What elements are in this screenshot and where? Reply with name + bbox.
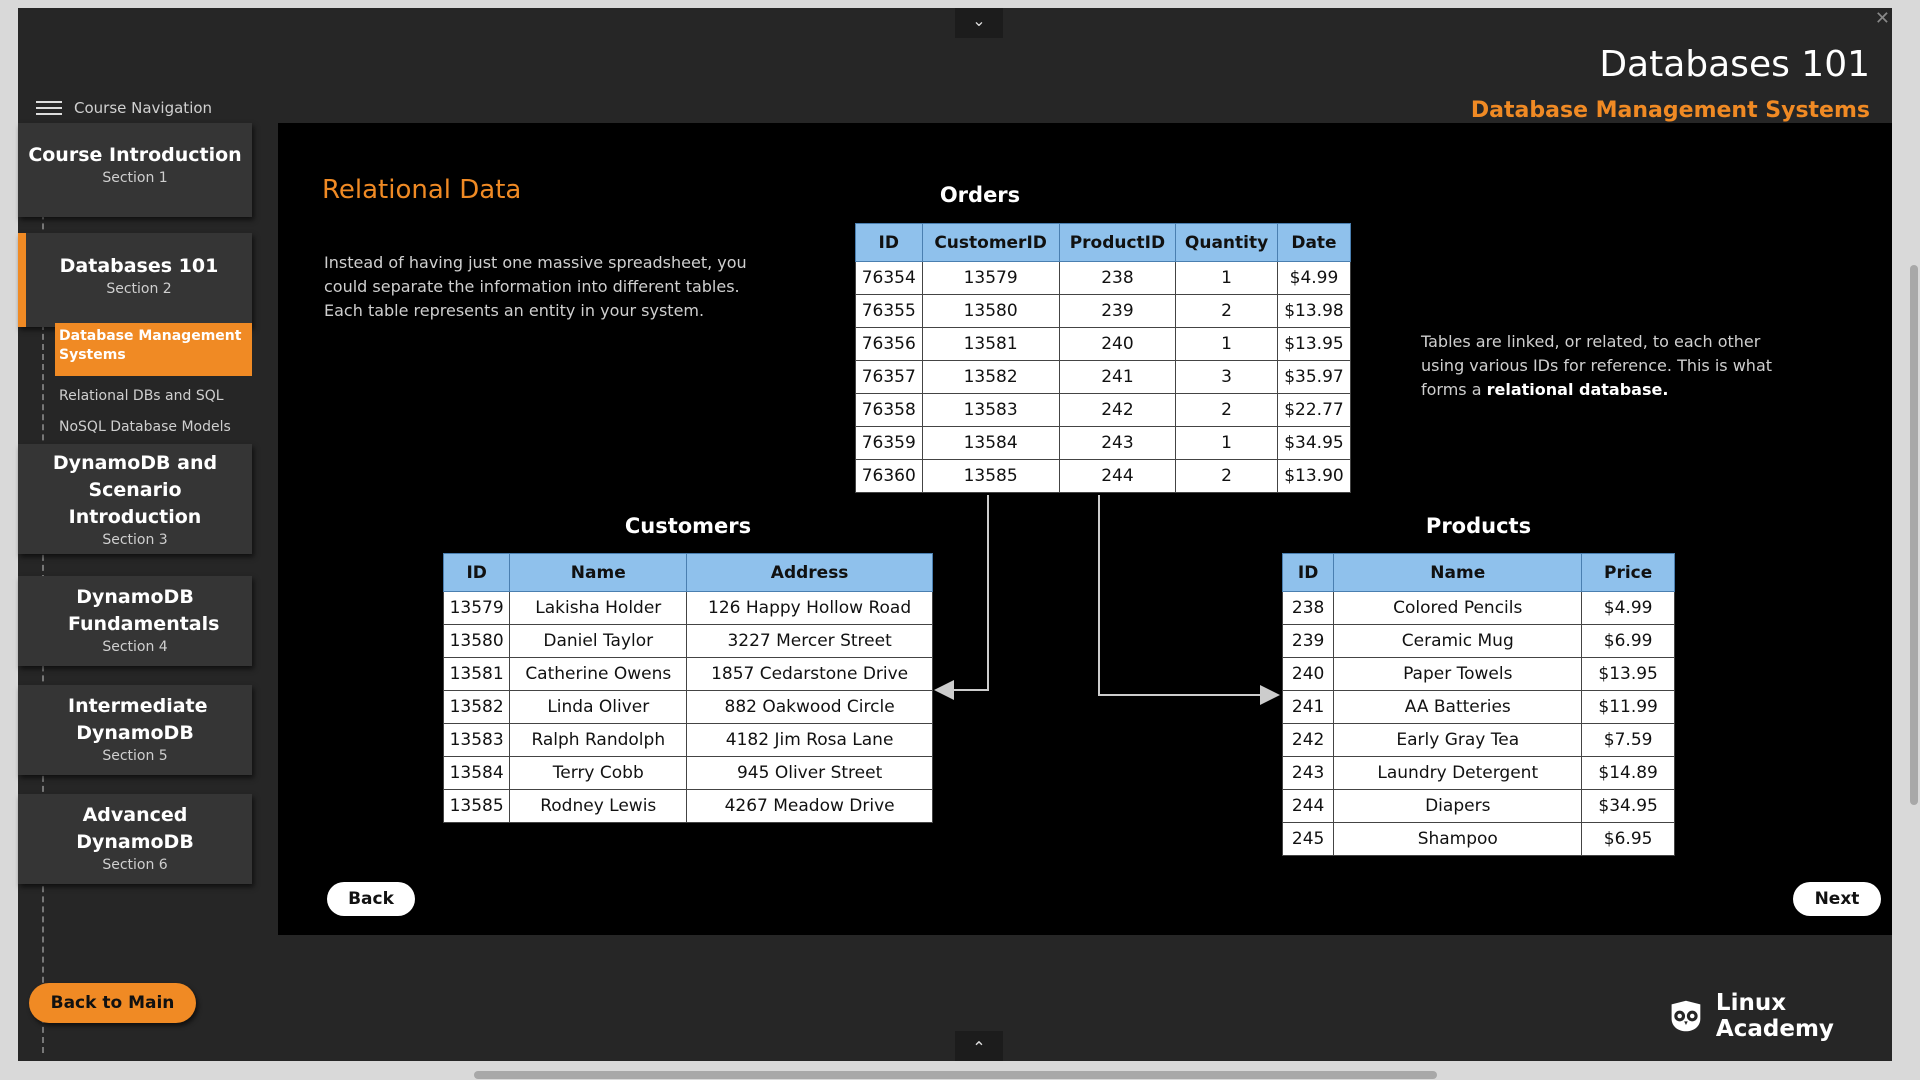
table-cell: $13.95 bbox=[1277, 328, 1350, 361]
table-cell: Ralph Randolph bbox=[510, 724, 687, 757]
table-cell: 4267 Meadow Drive bbox=[687, 790, 933, 823]
table-cell: 13580 bbox=[922, 295, 1059, 328]
sidebar-item-database-management-systems[interactable]: Database Management Systems bbox=[55, 323, 252, 376]
relationship-arrows bbox=[278, 123, 1892, 935]
table-cell: 242 bbox=[1059, 394, 1175, 427]
table-cell: 2 bbox=[1176, 460, 1278, 493]
table-cell: 245 bbox=[1283, 823, 1334, 856]
table-cell: $34.95 bbox=[1582, 790, 1675, 823]
table-cell: 13585 bbox=[922, 460, 1059, 493]
table-cell: 238 bbox=[1059, 262, 1175, 295]
sidebar-section-2[interactable] bbox=[18, 233, 252, 327]
sidebar-item-nosql-models[interactable]: NoSQL Database Models bbox=[59, 419, 231, 435]
section-title: Intermediate DynamoDB bbox=[68, 695, 208, 744]
products-title: Products bbox=[1425, 514, 1532, 538]
table-cell: 240 bbox=[1283, 658, 1334, 691]
orders-title: Orders bbox=[939, 183, 1021, 207]
section-number: Section 1 bbox=[102, 170, 168, 186]
table-cell: 238 bbox=[1283, 592, 1334, 625]
note-bold: relational database. bbox=[1486, 380, 1669, 399]
table-cell: 13582 bbox=[444, 691, 510, 724]
table-cell: 13584 bbox=[922, 427, 1059, 460]
table-cell: 244 bbox=[1059, 460, 1175, 493]
table-cell: 241 bbox=[1283, 691, 1334, 724]
course-title: Databases 101 bbox=[1599, 44, 1870, 85]
sidebar-section-6[interactable] bbox=[18, 794, 252, 884]
table-cell: $13.90 bbox=[1277, 460, 1350, 493]
product-link-arrow bbox=[1099, 495, 1278, 695]
owl-logo-icon bbox=[1668, 997, 1704, 1035]
table-cell: $35.97 bbox=[1277, 361, 1350, 394]
table-cell: Linda Oliver bbox=[510, 691, 687, 724]
course-player bbox=[18, 8, 1892, 1061]
menu-icon bbox=[36, 100, 62, 116]
products-column-header: Name bbox=[1334, 554, 1582, 592]
table-cell: Terry Cobb bbox=[510, 757, 687, 790]
table-cell: 4182 Jim Rosa Lane bbox=[687, 724, 933, 757]
chevron-up-icon: ⌃ bbox=[972, 1038, 986, 1057]
chevron-down-icon: ⌄ bbox=[972, 11, 986, 30]
table-cell: Lakisha Holder bbox=[510, 592, 687, 625]
orders-column-header: ProductID bbox=[1059, 224, 1175, 262]
customer-link-arrow bbox=[936, 495, 988, 690]
table-cell: $22.77 bbox=[1277, 394, 1350, 427]
table-cell: Rodney Lewis bbox=[510, 790, 687, 823]
close-icon[interactable]: ✕ bbox=[1874, 8, 1890, 29]
table-cell: 76356 bbox=[856, 328, 923, 361]
orders-column-header: Quantity bbox=[1176, 224, 1278, 262]
table-cell: 3227 Mercer Street bbox=[687, 625, 933, 658]
table-cell: $11.99 bbox=[1582, 691, 1675, 724]
table-cell: 76357 bbox=[856, 361, 923, 394]
table-cell: Paper Towels bbox=[1334, 658, 1582, 691]
course-navigation-label: Course Navigation bbox=[74, 99, 213, 117]
intro-text: Instead of having just one massive spreadsheet, you could separate the information into different tables. Each table represents an entity in your system. bbox=[324, 253, 747, 320]
table-cell: 882 Oakwood Circle bbox=[687, 691, 933, 724]
back-to-main-button[interactable]: Back to Main bbox=[29, 983, 196, 1023]
table-cell: Laundry Detergent bbox=[1334, 757, 1582, 790]
table-cell: 13581 bbox=[444, 658, 510, 691]
section-number: Section 6 bbox=[102, 857, 168, 873]
table-cell: Ceramic Mug bbox=[1334, 625, 1582, 658]
sidebar-section-4[interactable] bbox=[18, 576, 252, 666]
section-number: Section 4 bbox=[102, 639, 168, 655]
table-cell: 244 bbox=[1283, 790, 1334, 823]
section-number: Section 3 bbox=[102, 532, 168, 548]
orders-column-header: CustomerID bbox=[922, 224, 1059, 262]
course-subtitle: Database Management Systems bbox=[1470, 98, 1870, 123]
table-cell: 1 bbox=[1176, 328, 1278, 361]
table-cell: 239 bbox=[1059, 295, 1175, 328]
table-cell: Shampoo bbox=[1334, 823, 1582, 856]
table-cell: 1 bbox=[1176, 427, 1278, 460]
table-cell: 76359 bbox=[856, 427, 923, 460]
table-cell: $6.95 bbox=[1582, 823, 1675, 856]
table-cell: 126 Happy Hollow Road bbox=[687, 592, 933, 625]
table-cell: $14.89 bbox=[1582, 757, 1675, 790]
section-title: Course Introduction bbox=[28, 144, 242, 166]
linux-academy-logo bbox=[1668, 990, 1892, 1042]
products-column-header: ID bbox=[1283, 554, 1334, 592]
table-cell: 76355 bbox=[856, 295, 923, 328]
table-cell: $34.95 bbox=[1277, 427, 1350, 460]
table-cell: 1 bbox=[1176, 262, 1278, 295]
orders-column-header: ID bbox=[856, 224, 923, 262]
collapse-bottom-button[interactable] bbox=[955, 1031, 1003, 1061]
section-number: Section 2 bbox=[106, 281, 172, 297]
table-cell: 13579 bbox=[444, 592, 510, 625]
table-cell: $13.95 bbox=[1582, 658, 1675, 691]
table-cell: 13580 bbox=[444, 625, 510, 658]
table-cell: $4.99 bbox=[1582, 592, 1675, 625]
section-title: Databases 101 bbox=[59, 255, 219, 277]
sidebar-section-3[interactable] bbox=[18, 444, 252, 554]
products-column-header: Price bbox=[1582, 554, 1675, 592]
customers-column-header: Address bbox=[687, 554, 933, 592]
sidebar-section-1[interactable] bbox=[18, 123, 252, 217]
brand-name: Linux Academy bbox=[1715, 990, 1834, 1042]
table-cell: 76358 bbox=[856, 394, 923, 427]
table-cell: $7.59 bbox=[1582, 724, 1675, 757]
vertical-scrollbar[interactable] bbox=[1910, 265, 1918, 805]
table-cell: 13581 bbox=[922, 328, 1059, 361]
table-cell: 13583 bbox=[444, 724, 510, 757]
table-cell: 76360 bbox=[856, 460, 923, 493]
table-cell: 241 bbox=[1059, 361, 1175, 394]
table-cell: 13582 bbox=[922, 361, 1059, 394]
table-cell: Early Gray Tea bbox=[1334, 724, 1582, 757]
table-cell: 243 bbox=[1059, 427, 1175, 460]
customers-title: Customers bbox=[624, 514, 752, 538]
sidebar-section-5[interactable] bbox=[18, 685, 252, 775]
table-cell: Catherine Owens bbox=[510, 658, 687, 691]
course-navigation-toggle[interactable] bbox=[36, 99, 212, 117]
table-cell: Daniel Taylor bbox=[510, 625, 687, 658]
section-title: Advanced DynamoDB bbox=[76, 804, 194, 853]
table-cell: 13583 bbox=[922, 394, 1059, 427]
table-cell: 242 bbox=[1283, 724, 1334, 757]
section-number: Section 5 bbox=[102, 748, 168, 764]
customers-column-header: Name bbox=[510, 554, 687, 592]
table-cell: 239 bbox=[1283, 625, 1334, 658]
back-button[interactable]: Back bbox=[327, 882, 415, 916]
sidebar-item-relational-dbs[interactable]: Relational DBs and SQL bbox=[59, 388, 224, 404]
table-cell: Diapers bbox=[1334, 790, 1582, 823]
orders-column-header: Date bbox=[1277, 224, 1350, 262]
table-cell: 3 bbox=[1176, 361, 1278, 394]
collapse-top-button[interactable] bbox=[955, 8, 1003, 38]
table-cell: $4.99 bbox=[1277, 262, 1350, 295]
slide-heading: Relational Data bbox=[322, 175, 522, 205]
note-text: Tables are linked, or related, to each other using various IDs for reference. This is what forms a bbox=[1421, 332, 1773, 399]
table-cell: 1857 Cedarstone Drive bbox=[687, 658, 933, 691]
table-cell: 240 bbox=[1059, 328, 1175, 361]
section-title: DynamoDB and Scenario Introduction bbox=[52, 452, 218, 528]
table-cell: 76354 bbox=[856, 262, 923, 295]
table-cell: 243 bbox=[1283, 757, 1334, 790]
slide-content bbox=[278, 123, 1892, 935]
table-cell: 2 bbox=[1176, 295, 1278, 328]
table-cell: 2 bbox=[1176, 394, 1278, 427]
table-cell: $6.99 bbox=[1582, 625, 1675, 658]
section-title: DynamoDB Fundamentals bbox=[68, 586, 220, 635]
table-cell: $13.98 bbox=[1277, 295, 1350, 328]
next-button[interactable]: Next bbox=[1793, 882, 1881, 916]
table-cell: AA Batteries bbox=[1334, 691, 1582, 724]
table-cell: 13579 bbox=[922, 262, 1059, 295]
table-cell: 13585 bbox=[444, 790, 510, 823]
horizontal-scrollbar[interactable] bbox=[474, 1071, 1437, 1079]
table-cell: 13584 bbox=[444, 757, 510, 790]
customers-column-header: ID bbox=[444, 554, 510, 592]
table-cell: 945 Oliver Street bbox=[687, 757, 933, 790]
table-cell: Colored Pencils bbox=[1334, 592, 1582, 625]
